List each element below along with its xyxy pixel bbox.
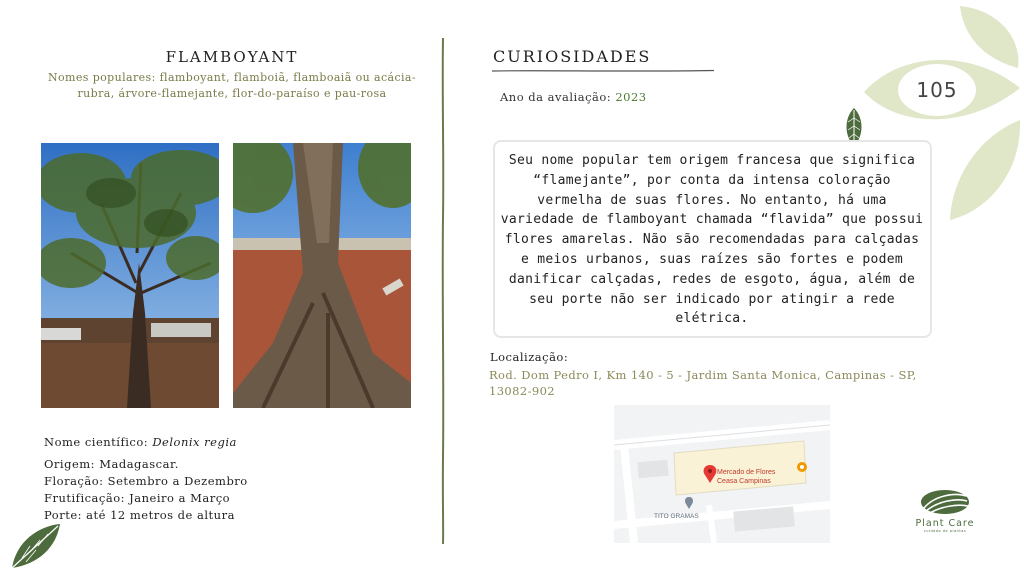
location-label: Localização:	[490, 350, 569, 364]
tree-photo	[41, 143, 219, 408]
origin: Origem: Madagascar.	[44, 457, 179, 471]
column-divider	[440, 38, 446, 544]
flowering: Floração: Setembro a Dezembro	[44, 474, 248, 488]
title-underline	[492, 68, 714, 74]
popular-names: Nomes populares: flamboyant, flamboiã, flamboaiã ou acácia-rubra, árvore-flamejante, flor-do-paraíso e pau-rosa	[47, 71, 417, 100]
plant-facts	[44, 434, 424, 524]
page-number: 105	[898, 64, 976, 116]
scientific-name: Nome científico: Delonix regia	[44, 435, 237, 449]
size: Porte: até 12 metros de altura	[44, 508, 235, 522]
logo-tagline: cuidado de plantas	[923, 529, 967, 533]
section-title: CURIOSIDADES	[493, 47, 652, 66]
logo-name: Plant Care	[915, 518, 975, 529]
map-other-place: TITO GRAMAS	[654, 513, 699, 520]
map-place-label: Mercado de Flores	[717, 469, 776, 476]
trunk-roots-photo	[233, 143, 411, 408]
logo-icon	[920, 488, 970, 516]
map-place-label-2: Ceasa Campinas	[717, 478, 771, 485]
plant-title: FLAMBOYANT	[165, 48, 299, 66]
plant-care-logo	[910, 488, 980, 538]
evaluation-year: Ano da avaliação: 2023	[500, 90, 647, 104]
fruiting: Frutificação: Janeiro a Março	[44, 491, 231, 505]
leaf-decoration-icon	[8, 520, 64, 570]
location-map[interactable]	[614, 405, 830, 543]
location-address: Rod. Dom Pedro I, Km 140 - 5 - Jardim Santa Monica, Campinas - SP, 13082-902	[489, 368, 917, 398]
description-text: Seu nome popular tem origem francesa que significa “flamejante”, por conta da intensa coloração vermelha de suas flores. No entanto, há uma variedade de flamboyant chamada “flavida” que possui flores amarelas. Não são recomendadas para calçadas e meios urbanos, suas raízes são fortes e podem danificar calçadas, redes de esgoto, água, além de seu porte não ser indicado por atingir a rede elétrica.	[500, 153, 924, 327]
